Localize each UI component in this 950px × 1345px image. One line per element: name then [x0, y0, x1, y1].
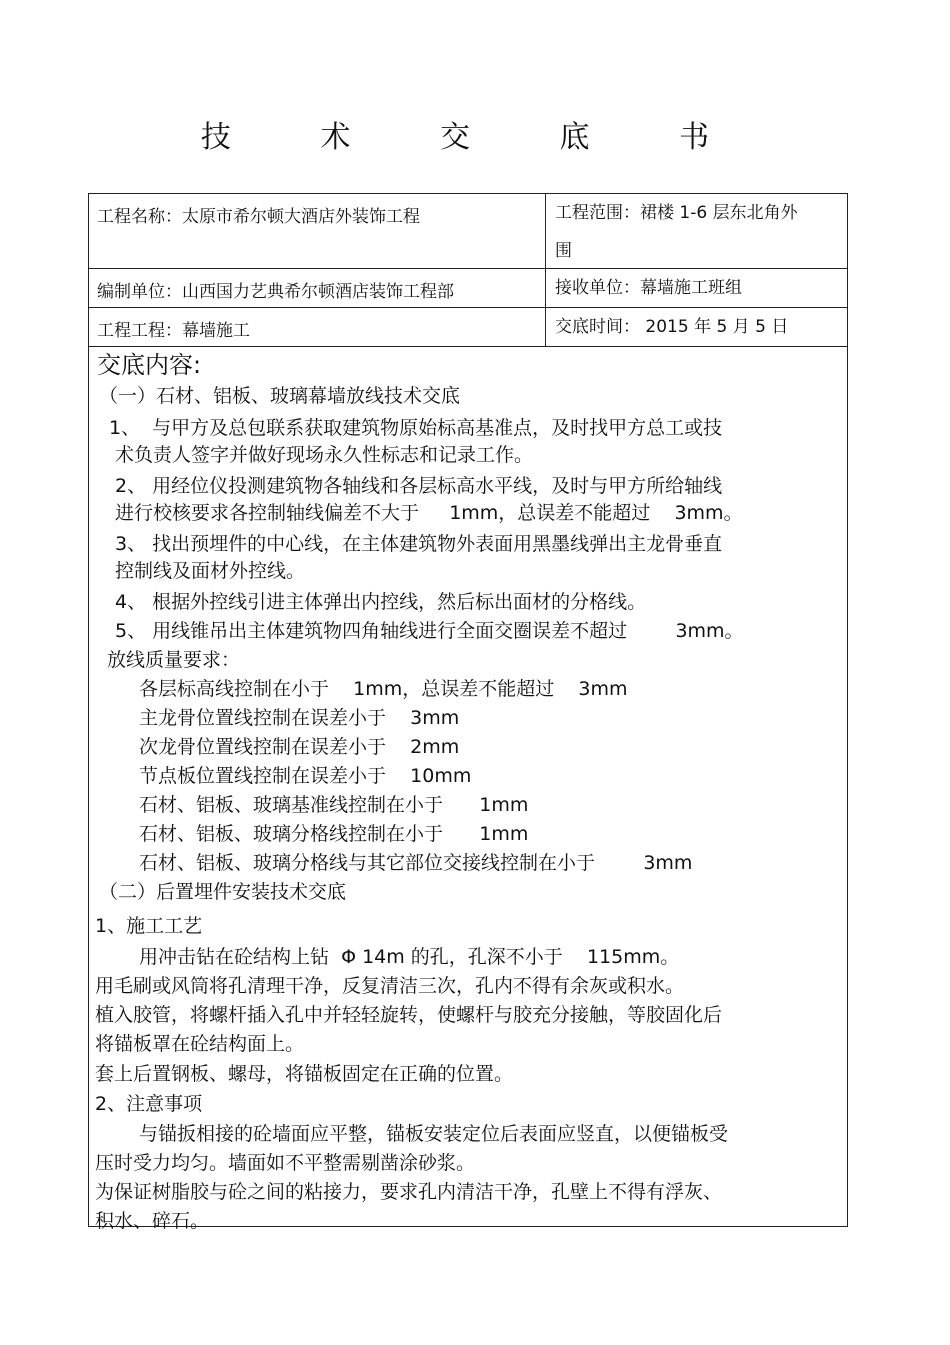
content-line: 将锚板罩在砼结构面上。 — [95, 1033, 305, 1055]
receiver-cell: 接收单位：幕墙施工班组 — [555, 278, 742, 298]
scope-cell — [546, 186, 847, 268]
project-name-cell: 工程名称：太原市希尔顿大酒店外装饰工程 — [89, 194, 546, 268]
content-line: 主龙骨位置线控制在误差小于 3mm — [139, 707, 460, 729]
content-line: 1、施工工艺 — [95, 915, 203, 937]
content-line: 用毛刷或风筒将孔清理干净，反复清洁三次，孔内不得有余灰或积水。 — [95, 975, 685, 997]
content-line: 术负责人签字并做好现场永久性标志和记录工作。 — [115, 444, 534, 466]
content-line: 石材、铝板、玻璃分格线与其它部位交接线控制在小于 3mm — [139, 852, 693, 874]
content-line: 植入胶管，将螺杆插入孔中并轻轻旋转，使螺杆与胶充分接触，等胶固化后 — [95, 1004, 723, 1026]
scope-line-1: 工程范围：裙楼 1-6 层东北角外 — [555, 203, 798, 223]
content-line: 5、 用线锥吊出主体建筑物四角轴线进行全面交圈误差不超过 3mm。 — [115, 620, 744, 642]
content-line: 节点板位置线控制在误差小于 10mm — [139, 765, 472, 787]
header-row-1 — [89, 194, 847, 269]
content-line: （一）石材、铝板、玻璃幕墙放线技术交底 — [99, 385, 461, 407]
compiler-cell: 编制单位：山西国力艺典希尔顿酒店装饰工程部 — [89, 269, 546, 307]
document-title: 技 术 交 底 书 — [200, 120, 750, 155]
content-line: 2、注意事项 — [95, 1093, 203, 1115]
content-heading: 交底内容: — [97, 351, 202, 379]
content-line: 为保证树脂胶与砼之间的粘接力，要求孔内清洁干净，孔壁上不得有浮灰、 — [95, 1181, 723, 1203]
content-line: 进行校核要求各控制轴线偏差不大于 1mm，总误差不能超过 3mm。 — [115, 502, 743, 524]
content-line: 石材、铝板、玻璃分格线控制在小于 1mm — [139, 823, 529, 845]
content-line: 1、 与甲方及总包联系获取建筑物原始标高基准点，及时找甲方总工或技 — [109, 417, 723, 439]
content-line: 各层标高线控制在小于 1mm，总误差不能超过 3mm — [139, 678, 628, 700]
content-line: 石材、铝板、玻璃基准线控制在小于 1mm — [139, 794, 529, 816]
content-line: 用冲击钻在砼结构上钻 Φ 14m 的孔，孔深不小于 115mm。 — [139, 946, 680, 968]
scope-line-2: 围 — [555, 241, 572, 261]
content-line: 2、 用经位仪投测建筑物各轴线和各层标高水平线，及时与甲方所给轴线 — [115, 475, 723, 497]
content-line: 控制线及面材外控线。 — [115, 560, 306, 582]
content-line: 压时受力均匀。墙面如不平整需剔凿涂砂浆。 — [95, 1152, 476, 1174]
content-line: （二）后置埋件安装技术交底 — [99, 881, 347, 903]
disclosure-table — [88, 193, 848, 1232]
content-line: 与锚扳相接的砼墙面应平整，锚板安装定位后表面应竖直，以便锚板受 — [139, 1123, 729, 1145]
content-line: 放线质量要求： — [107, 649, 241, 671]
content-line: 套上后置钢板、螺母，将锚板固定在正确的位置。 — [95, 1063, 514, 1085]
content-line: 3、 找出预埋件的中心线，在主体建筑物外表面用黑墨线弹出主龙骨垂直 — [115, 533, 723, 555]
content-line: 积水、碎石。 — [95, 1210, 210, 1232]
time-cell: 交底时间： 2015 年 5 月 5 日 — [555, 317, 789, 337]
content-line: 次龙骨位置线控制在误差小于 2mm — [139, 736, 460, 758]
work-cell: 工程工程：幕墙施工 — [89, 308, 546, 346]
content-line: 4、 根据外控线引进主体弹出内控线，然后标出面材的分格线。 — [115, 591, 647, 613]
header-row-3 — [89, 308, 847, 347]
